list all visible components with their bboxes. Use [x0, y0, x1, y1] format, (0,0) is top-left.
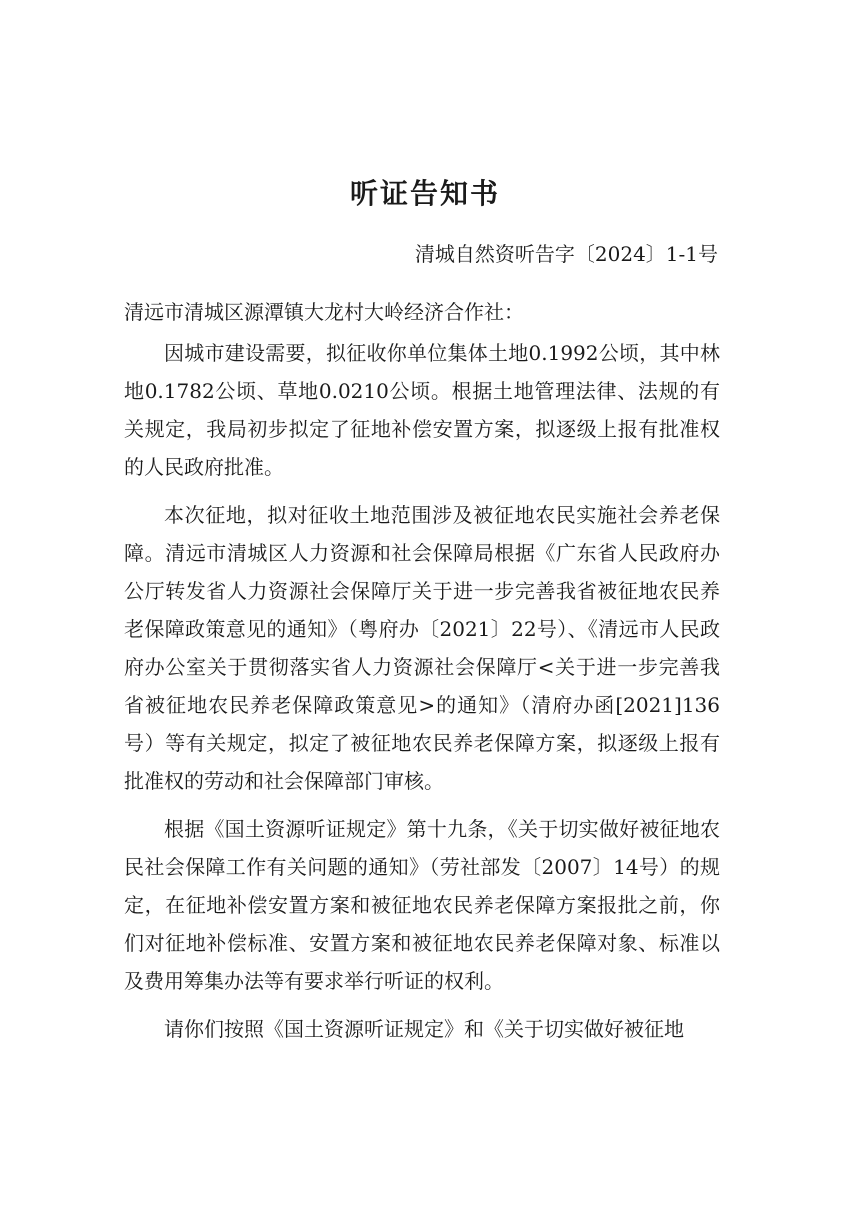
document-body	[124, 334, 720, 1058]
paragraph-request: 请你们按照《国土资源听证规定》和《关于切实做好被征地	[164, 1017, 684, 1041]
paragraph-hearing-rights: 根据《国土资源听证规定》第十九条，《关于切实做好被征地农民社会保障工作有关问题的通知》（劳社部发〔2007〕14号）的规定，在征地补偿安置方案和被征地农民养老保障方案报批之前，你们对征地补偿标准、安置方案和被征地农民养老保障对象、标准以及费用筹集办法等有要求举行听证的权利。	[124, 817, 720, 993]
paragraph-pension-security: 本次征地，拟对征收土地范围涉及被征地农民实施社会养老保障。清远市清城区人力资源和社会保障局根据《广东省人民政府办公厅转发省人力资源社会保障厅关于进一步完善我省被征地农民养老保障政策意见的通知》（粤府办〔2021〕22号）、《清远市人民政府办公室关于贯彻落实省人力资源社会保障厅<关于进一步完善我省被征地农民养老保障政策意见>的通知》（清府办函[2021]136号）等有关规定，拟定了被征地农民养老保障方案，拟逐级上报有批准权的劳动和社会保障部门审核。	[124, 503, 720, 793]
paragraph-land-acquisition: 因城市建设需要，拟征收你单位集体土地0.1992公顷，其中林地0.1782公顷、草地0.0210公顷。根据土地管理法律、法规的有关规定，我局初步拟定了征地补偿安置方案，拟逐级上报有批准权的人民政府批准。	[124, 341, 720, 479]
addressee: 清远市清城区源潭镇大龙村大岭经济合作社：	[124, 300, 524, 324]
document-title: 听证告知书	[349, 177, 500, 210]
document-number: 清城自然资听告字〔2024〕1-1号	[414, 242, 718, 266]
